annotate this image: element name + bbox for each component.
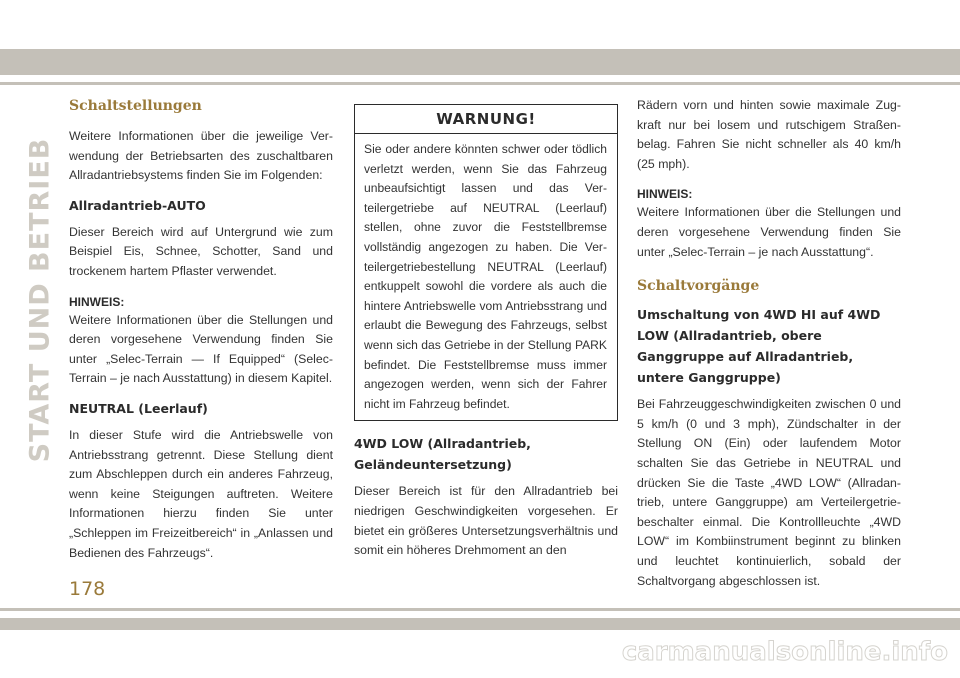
- page-number: 178: [69, 578, 106, 600]
- heading-shift-hi-low: Umschaltung von 4WD HI auf 4WD LOW (Allradantrieb, obere Ganggruppe auf Allradantrieb, untere Ganggruppe): [637, 307, 881, 386]
- section-title-schaltvorgaenge: Schaltvorgänge: [637, 278, 760, 295]
- warning-title: WARNUNG!: [355, 105, 617, 134]
- heading-neutral: NEUTRAL (Leerlauf): [69, 400, 208, 416]
- watermark-logo: [560, 636, 950, 666]
- warning-text: Sie oder andere könnten schwer oder tödlich verletzt werden, wenn Sie das Fahrzeug unbeaufsichtigt lassen und das Verteilergetriebe auf NEUTRAL (Leerlauf) stellen, ohne zuvor die Feststellbremse vollständig angezogen zu haben. Die Verteilergetriebestellung NEUTRAL (Leerlauf) entkuppelt sowohl die vordere als auch die hintere Antriebswelle vom Antriebsstrang und erlaubt die Bewegung des Fahrzeugs, selbst wenn sich das Getriebe in der Stellung PARK befindet. Die Feststellbremse muss immer angezogen werden, wenn sich der Fahrer nicht im Fahrzeug befindet.: [364, 142, 607, 411]
- warning-box: [354, 104, 618, 421]
- column-middle: [354, 104, 618, 561]
- continued-paragraph: Rädern vorn und hinten sowie maximale Zugkraft nur bei losem und rutschigem Straßenbelag. Fahren Sie nicht schneller als 40 km/h (25 mph).: [637, 98, 901, 171]
- neutral-paragraph: In dieser Stufe wird die Antriebswelle von Antriebsstrang getrennt. Diese Stellung dient zum Abschleppen durch ein anderes Fahrzeug, wenn keine Steigungen auftreten. Weitere Informationen hierzu finden Sie unter „Schleppen im Freizeitbereich“ in „Anlassen und Bedienen des Fahrzeugs“.: [69, 427, 333, 560]
- top-decorative-band: [0, 49, 960, 75]
- note-label: HINWEIS:: [69, 294, 125, 309]
- note-label-right: HINWEIS:: [637, 187, 693, 202]
- chapter-side-label-text: START UND BETRIEB: [24, 137, 56, 463]
- bottom-rule: [0, 608, 960, 611]
- note-paragraph: Weitere Informationen über die Stellungen und deren vorgesehene Verwendung finden Sie unter „Selec-Terrain — If Equipped“ (Selec-Terrain – je nach Ausstattung) in diesem Kapitel.: [69, 312, 333, 386]
- top-rule: [0, 82, 960, 85]
- column-left: [69, 96, 333, 563]
- shift-paragraph: Bei Fahrzeuggeschwindigkeiten zwischen 0 und 5 km/h (0 und 3 mph), Zündschalter in der Stellung ON (Ein) oder laufendem Motor schalten Sie das Getriebe in NEUTRAL und drücken Sie die Taste „4WD LOW“ (Allradantrieb, untere Ganggruppe) am Verteilergetriebeschalter einmal. Die Kontrollleuchte „4WD LOW“ im Kombiinstrument beginnt zu blinken und leuchtet kontinuierlich, sobald der Schaltvorgang abgeschlossen ist.: [637, 397, 901, 588]
- watermark-text: carmanualsonline.info: [621, 637, 948, 666]
- bottom-decorative-band: [0, 618, 960, 630]
- note-paragraph-right: Weitere Informationen über die Stellungen und deren vorgesehene Verwendung finden Sie unter „Selec-Terrain – je nach Ausstattung“.: [637, 205, 901, 259]
- heading-allradantrieb-auto: Allradantrieb-AUTO: [69, 197, 206, 213]
- low-paragraph: Dieser Bereich ist für den Allradantrieb bei niedrigen Geschwindigkeiten vorgesehen. Er bietet ein größeres Untersetzungsverhältnis und somit ein höheres Drehmoment an den: [354, 484, 618, 558]
- section-title-schaltstellungen: Schaltstellungen: [69, 98, 202, 114]
- intro-paragraph: Weitere Informationen über die jeweilige Verwendung der Betriebsarten des zuschaltbaren Allradantriebsystems finden Sie im Folgenden:: [69, 129, 333, 183]
- heading-4wd-low: 4WD LOW (Allradantrieb, Geländeuntersetzung): [354, 436, 531, 473]
- auto-paragraph: Dieser Bereich wird auf Untergrund wie zum Beispiel Eis, Schnee, Schotter, Sand und trockenem hartem Pflaster verwendet.: [69, 224, 333, 278]
- column-right: [637, 96, 901, 591]
